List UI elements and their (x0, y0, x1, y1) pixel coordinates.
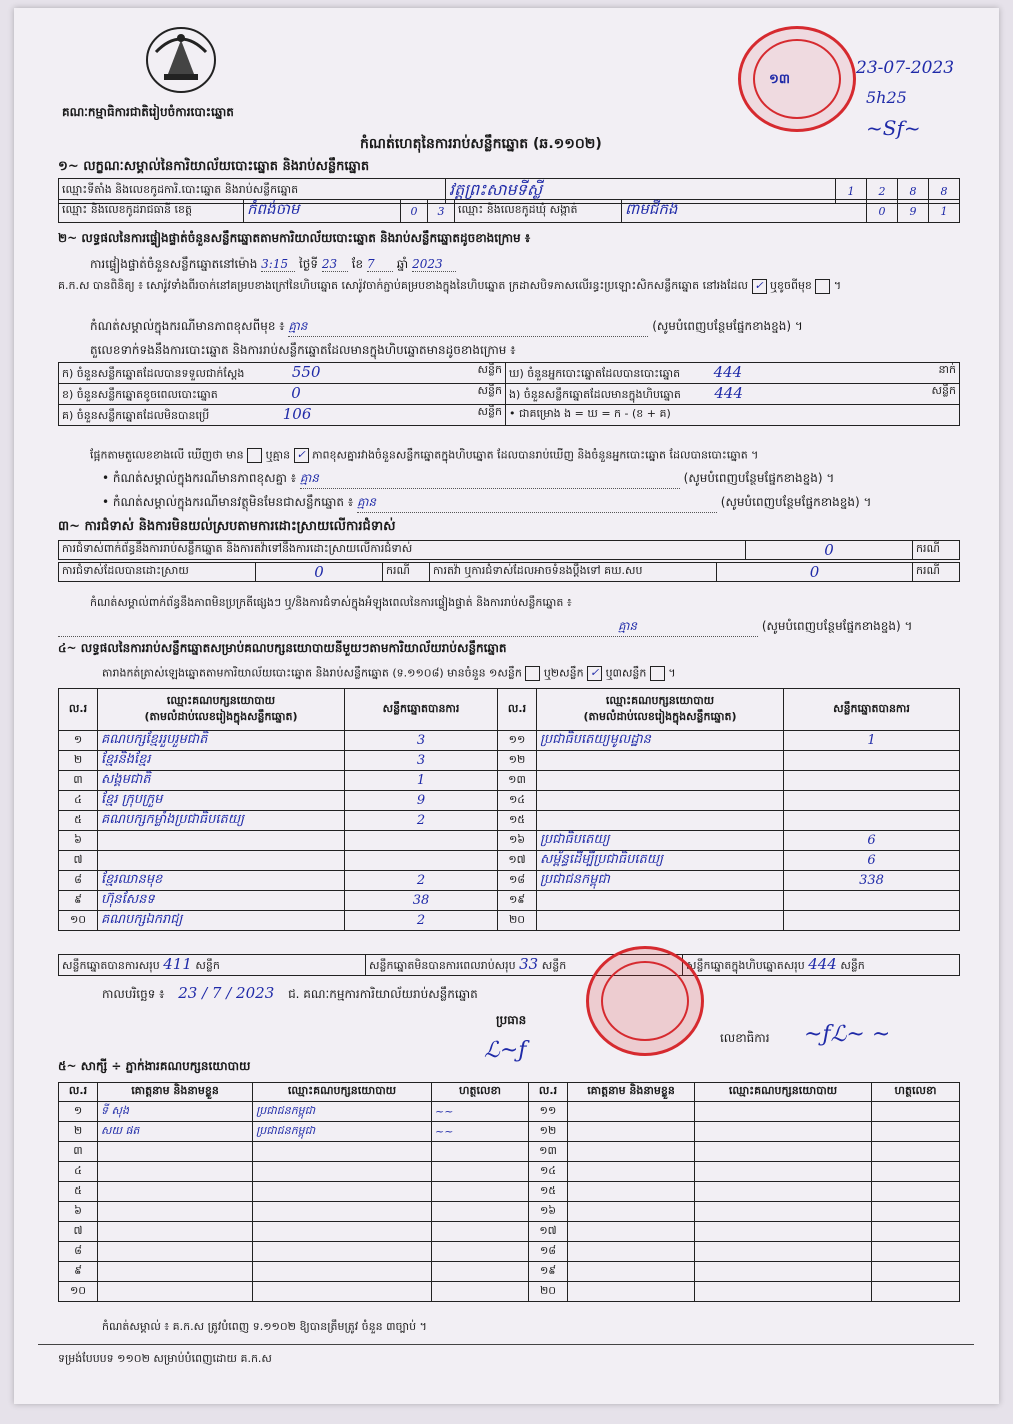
party-name (537, 911, 784, 931)
party-number: ៣ (59, 771, 98, 791)
objection-table-row2: ការជំទាស់ដែលបានដោះស្រាយ 0 ករណី ការតវ៉ា ឬការជំទាស់ដែលអាចទំនងប្តឹងទៅ គឃ.សប 0 ករណី (58, 562, 960, 582)
section1-table: ឈ្មោះទីតាំង និងលេខកូដការិ.បោះឆ្នោត និងរាប់សន្លឹកឆ្នោត វត្តព្រះសាមទីស្លី 1 2 8 8 (58, 178, 960, 204)
footer-divider (38, 1344, 974, 1345)
province-value: កំពង់ចាម (244, 200, 401, 223)
witness-number: ១១ (529, 1102, 568, 1122)
party-votes: 2 (345, 871, 498, 891)
party-number: ២០ (498, 911, 537, 931)
party-name (537, 751, 784, 771)
secretary-label: លេខាធិការ (720, 1031, 770, 1045)
party-name: ខ្មែរ ក្រុបក្រួម (98, 791, 345, 811)
witness-signature (872, 1282, 960, 1302)
party-votes: 6 (784, 851, 960, 871)
compare-line: ផ្អែកតាមតួលេខខាងលើ ឃើញថា មាន ឬគ្មាន ✓ ភាពខុសគ្នារវាងចំនួនសន្លឹកឆ្នោតក្នុងហិបឆ្នោត ដែលបានរាប់ឃើញ និងចំនួនអ្នកបោះឆ្នោត ដែលបានបោះឆ្នោត ។ (90, 448, 759, 462)
witness-party (253, 1282, 432, 1302)
witness-name (568, 1122, 695, 1142)
witness-party: ប្រជាជនកម្ពុជា (253, 1122, 432, 1142)
received-count: 550 (291, 363, 321, 381)
party-votes: 2 (345, 811, 498, 831)
witness-number: ១៤ (529, 1162, 568, 1182)
section3-note-line: គ្មាន (សូមបំពេញបន្ថែមផ្នែកខាងខ្នង) ។ (58, 618, 968, 637)
party-votes (784, 771, 960, 791)
party-number: ៦ (59, 831, 98, 851)
counts-table: ក) ចំនួនសន្លឹកឆ្នោតដែលបានទទួលជាក់ស្តែង 550 សន្លឹក ឃ) ចំនួនអ្នកបោះឆ្នោតដែលបានបោះឆ្នោត 444 នាក់ ខ) ចំនួនសន្លឹកឆ្នោតខូចពេលបោះឆ្នោត 0 សន្លឹក ង) ចំនួនសន្លឹកឆ្នោតដែលមានក្នុងហិបឆ្នោត 444 សន្លឹក គ) ចំនួនសន្លឹកឆ្នោតដែលមិនបានប្រើ 106 សន្លឹក • ជាគម្រោង ង = ឃ = ក - (ខ + គ) (58, 362, 960, 426)
section3-heading: ៣~ ការជំទាស់ និងការមិនយល់ស្របតាមការដោះស្រាយលើការជំទាស់ (58, 519, 396, 534)
witness-signature (872, 1102, 960, 1122)
form-id: ទម្រង់បែបបទ ១១០២ សម្រាប់បំពេញដោយ គ.ក.ស (58, 1352, 272, 1365)
witness-number: ១៦ (529, 1202, 568, 1222)
table-row (59, 891, 960, 911)
table-row (59, 1282, 960, 1302)
witness-party (253, 1222, 432, 1242)
commune-value: ពាមជីកង (622, 200, 867, 223)
witness-party (253, 1242, 432, 1262)
table-row (59, 811, 960, 831)
witness-party (253, 1202, 432, 1222)
party-number: ៩ (59, 891, 98, 911)
table-row (59, 771, 960, 791)
party-number: ១៥ (498, 811, 537, 831)
witness-signature (432, 1242, 529, 1262)
table-row (59, 731, 960, 751)
party-name: ខ្មែរឈានមុខ (98, 871, 345, 891)
seal-broken-checkbox[interactable] (815, 279, 830, 294)
table-row (59, 1222, 960, 1242)
results-table: ល.រ ឈ្មោះគណបក្សនយោបាយ (តាមលំដាប់លេខរៀងក្នុងសន្លឹកឆ្នោត) សន្លឹកឆ្នោតបានការ ល.រ ឈ្មោះគណបក្សនយោបាយ (តាមលំដាប់លេខរៀងក្នុងសន្លឹកឆ្នោត) សន្លឹកឆ្នោតបានការ ១ គណបក្សខ្មែររួបរួមជាតិ 3 ១១ ប្រជាធិបតេយ្យមូលដ្ឋាន 1 ២ ខ្មែរនិងខ្មែរ 3 ១២ ៣ សង្គមជាតិ 1 ១៣ ៤ ខ្មែរ ក្រុបក្រួម 9 ១៤ ៥ គណបក្សកម្លាំងប្រជាធិបតេយ្យ 2 ១៥ ៦ ១៦ ប្រជាធិបតេយ្យ 6 ៧ ១៧ សម្ព័ន្ធដើម្បីប្រជាធិបតេយ្យ 6 ៨ ខ្មែរឈានមុខ 2 ១៨ ប្រជាជនកម្ពុជា 338 ៩ ហ៊ុនសែនទ 38 ១៩ ១០ គណបក្សឯករាជ្យ 2 ២០ (58, 688, 960, 931)
has-difference-checkbox[interactable] (247, 448, 262, 463)
sheet3-checkbox[interactable] (650, 666, 665, 681)
table-row (59, 1202, 960, 1222)
witness-number: ១ (59, 1102, 98, 1122)
party-number: ១៨ (498, 871, 537, 891)
witness-signature (872, 1262, 960, 1282)
party-name: ខ្មែរនិងខ្មែរ (98, 751, 345, 771)
witness-party (695, 1122, 872, 1142)
witness-number: ១៥ (529, 1182, 568, 1202)
witness-name (568, 1242, 695, 1262)
table-row (59, 1122, 960, 1142)
witness-name (98, 1142, 253, 1162)
sheet2-checkbox[interactable]: ✓ (587, 666, 602, 681)
party-name: គណបក្សខ្មែររួបរួមជាតិ (98, 731, 345, 751)
witness-number: ៣ (59, 1142, 98, 1162)
party-name (537, 811, 784, 831)
stamp-time: 5h25 (866, 88, 907, 107)
witness-number: ១០ (59, 1282, 98, 1302)
party-votes (345, 831, 498, 851)
section4-heading: ៤~ លទ្ធផលនៃការរាប់សន្លឹកឆ្នោតសម្រាប់គណបក្សនយោបាយនីមួយៗតាមការិយាល័យរាប់សន្លឹកឆ្នោត (58, 641, 507, 655)
party-number: ១៩ (498, 891, 537, 911)
table-row (59, 911, 960, 931)
party-number: ៥ (59, 811, 98, 831)
witness-name (98, 1162, 253, 1182)
witness-name (98, 1182, 253, 1202)
appeal-count: 0 (717, 563, 913, 582)
party-number: ១ (59, 731, 98, 751)
secretary-signature: ~ƒℒ~ ~ (804, 1022, 891, 1047)
witness-signature (872, 1182, 960, 1202)
bullet-foreign-object: • កំណត់សម្គាល់ក្នុងករណីមានវត្ថុមិនមែនជាសន្លឹកឆ្នោត ៖ គ្មាន (សូមបំពេញបន្ថែមផ្នែកខាងខ្នង) ។ (102, 494, 972, 513)
section2-note: កំណត់សម្គាល់ក្នុងករណីមានភាពខុសពីមុខ ៖ គ្មាន (សូមបំពេញបន្ថែមផ្នែកខាងខ្នង) ។ (90, 318, 970, 337)
witness-name (98, 1242, 253, 1262)
total-box: 444 (808, 955, 837, 973)
location-label: ឈ្មោះទីតាំង និងលេខកូដការិ.បោះឆ្នោត និងរាប់សន្លឹកឆ្នោត (59, 179, 446, 204)
resolved-count: 0 (256, 563, 383, 582)
party-name: ប្រជាធិបតេយ្យមូលដ្ឋាន (537, 731, 784, 751)
witness-number: ៦ (59, 1202, 98, 1222)
party-number: ១១ (498, 731, 537, 751)
party-number: ៨ (59, 871, 98, 891)
official-stamp-bottom (586, 946, 704, 1056)
witness-party (695, 1222, 872, 1242)
party-name (537, 771, 784, 791)
witness-number: ១៧ (529, 1222, 568, 1242)
party-votes: 2 (345, 911, 498, 931)
witness-name (568, 1222, 695, 1242)
table-row (59, 1142, 960, 1162)
footnote: កំណត់សម្គាល់ ៖ គ.ក.ស ត្រូវបំពេញ ទ.១១០២ ឱ្យបានត្រឹមត្រូវ ចំនួន ៣ច្បាប់ ។ (102, 1320, 427, 1333)
bullet-difference: • កំណត់សម្គាល់ក្នុងករណីមានភាពខុសគ្នា ៖ គ្មាន (សូមបំពេញបន្ថែមផ្នែកខាងខ្នង) ។ (102, 470, 972, 489)
party-number: ១៦ (498, 831, 537, 851)
witness-signature: ~~ (432, 1122, 529, 1142)
witness-signature (432, 1282, 529, 1302)
witness-party (695, 1182, 872, 1202)
party-name: សង្គមជាតិ (98, 771, 345, 791)
table-row (59, 1242, 960, 1262)
section3-note: កំណត់សម្គាល់ពាក់ព័ន្ធនឹងភាពមិនប្រក្រតីផ្សេងៗ ឬ/និងការជំទាស់ក្នុងអំឡុងពេលនៃការផ្ទៀងផ្ទាត់ និងការរាប់សន្លឹកឆ្នោត ៖ (90, 596, 572, 609)
party-number: ៧ (59, 851, 98, 871)
party-name: គណបក្សឯករាជ្យ (98, 911, 345, 931)
witness-name (98, 1222, 253, 1242)
witness-party (695, 1282, 872, 1302)
emblem-icon (142, 22, 220, 96)
witness-signature (432, 1262, 529, 1282)
witness-name (568, 1282, 695, 1302)
section5-heading: ៥~ សាក្សី ÷ ភ្នាក់ងារគណបក្សនយោបាយ (58, 1059, 251, 1073)
party-votes: 9 (345, 791, 498, 811)
voters-count: 444 (713, 363, 743, 381)
witness-signature (872, 1122, 960, 1142)
party-votes: 338 (784, 871, 960, 891)
seal-intact-checkbox[interactable]: ✓ (752, 279, 767, 294)
table-row (59, 1182, 960, 1202)
witness-party (253, 1262, 432, 1282)
witness-signature (872, 1242, 960, 1262)
witness-number: ៥ (59, 1182, 98, 1202)
witness-signature (872, 1162, 960, 1182)
box-count: 444 (714, 384, 744, 402)
witness-name (568, 1142, 695, 1162)
witness-signature (872, 1202, 960, 1222)
no-difference-checkbox[interactable]: ✓ (294, 448, 309, 463)
witness-number: ១២ (529, 1122, 568, 1142)
witness-number: ៤ (59, 1162, 98, 1182)
unused-count: 106 (282, 405, 312, 423)
total-valid: 411 (163, 955, 192, 973)
witness-signature (432, 1222, 529, 1242)
official-stamp-top: ១៣ (738, 26, 856, 132)
section2-heading: ២~ លទ្ធផលនៃការផ្ទៀងផ្ទាត់ចំនួនសន្លឹកឆ្នោតតាមការិយាល័យបោះឆ្នោត និងរាប់សន្លឹកឆ្នោតដូចខាងក្រោម ៖ (58, 231, 531, 245)
party-name (537, 791, 784, 811)
party-votes (345, 851, 498, 871)
document-page (14, 8, 999, 1404)
party-votes: 38 (345, 891, 498, 911)
table-row (59, 1262, 960, 1282)
party-votes (784, 791, 960, 811)
party-votes (784, 811, 960, 831)
section2-paragraph: ការផ្ទៀងផ្ទាត់ចំនួនសន្លឹកឆ្នោតនៅម៉ោង 3:15 ថ្ងៃទី 23 ខែ 7 ឆ្នាំ 2023 (90, 256, 970, 274)
witness-name (568, 1202, 695, 1222)
party-number: ១២ (498, 751, 537, 771)
location-value: វត្តព្រះសាមទីស្លី (446, 179, 836, 204)
table-row (59, 831, 960, 851)
table-row (59, 1102, 960, 1122)
party-number: ១៧ (498, 851, 537, 871)
witness-number: ២ (59, 1122, 98, 1142)
party-name (537, 891, 784, 911)
party-number: ២ (59, 751, 98, 771)
witness-party (695, 1262, 872, 1282)
witness-number: ១៨ (529, 1242, 568, 1262)
section2-intro: តួលេខទាក់ទងនឹងការបោះឆ្នោត និងការរាប់សន្លឹកឆ្នោតដែលមានក្នុងហិបឆ្នោតមានដូចខាងក្រោម ៖ (90, 343, 516, 357)
party-votes (784, 891, 960, 911)
witness-party (253, 1142, 432, 1162)
witness-number: ១៩ (529, 1262, 568, 1282)
party-number: ១៣ (498, 771, 537, 791)
witness-number: ៩ (59, 1262, 98, 1282)
witness-number: ២០ (529, 1282, 568, 1302)
total-invalid: 33 (519, 955, 539, 973)
chair-signature: ℒ~ƒ (484, 1038, 527, 1063)
witness-name: ទី សុង (98, 1102, 253, 1122)
table-row (59, 851, 960, 871)
witness-number: ៧ (59, 1222, 98, 1242)
witness-signature (872, 1222, 960, 1242)
party-name (98, 831, 345, 851)
witness-party (253, 1162, 432, 1182)
witness-party (695, 1202, 872, 1222)
witness-party (695, 1242, 872, 1262)
party-votes: 6 (784, 831, 960, 851)
witness-name (98, 1202, 253, 1222)
witness-party: ប្រជាជនកម្ពុជា (253, 1102, 432, 1122)
party-name: សម្ព័ន្ធដើម្បីប្រជាធិបតេយ្យ (537, 851, 784, 871)
witness-party (695, 1102, 872, 1122)
witness-name (98, 1262, 253, 1282)
org-title: គណៈកម្មាធិការជាតិរៀបចំការបោះឆ្នោត (62, 105, 234, 119)
table-row (59, 751, 960, 771)
party-name: គណបក្សកម្លាំងប្រជាធិបតេយ្យ (98, 811, 345, 831)
party-votes: 1 (784, 731, 960, 751)
witness-signature (432, 1202, 529, 1222)
witness-name (568, 1162, 695, 1182)
objection-count: 0 (746, 541, 913, 560)
party-name: ប្រជាធិបតេយ្យ (537, 831, 784, 851)
spoiled-count: 0 (291, 384, 301, 402)
table-row (59, 1162, 960, 1182)
witness-signature (432, 1142, 529, 1162)
sheet1-checkbox[interactable] (525, 666, 540, 681)
section1-heading: ១~ លក្ខណៈសម្គាល់នៃការិយាល័យបោះឆ្នោត និងរាប់សន្លឹកឆ្នោត (58, 159, 370, 174)
witness-table: ល.រ គោត្តនាម និងនាមខ្លួន ឈ្មោះគណបក្សនយោបាយ ហត្ថលេខា ល.រ គោត្តនាម និងនាមខ្លួន ឈ្មោះគណបក្សនយោបាយ ហត្ថលេខា ១ ទី សុង ប្រជាជនកម្ពុជា ~~ ១១ ២ សយ ផត ប្រជាជនកម្ពុជា ~~ ១២ ៣ ១៣ ៤ ១៤ ៥ ១៥ ៦ ១៦ ៧ ១៧ ៨ ១៨ ៩ ១៩ ១០ ២០ (58, 1082, 960, 1302)
table-row (59, 871, 960, 891)
witness-party (253, 1182, 432, 1202)
party-name: ហ៊ុនសែនទ (98, 891, 345, 911)
party-number: ១៤ (498, 791, 537, 811)
witness-name (98, 1282, 253, 1302)
witness-name: សយ ផត (98, 1122, 253, 1142)
witness-name (568, 1182, 695, 1202)
party-votes: 1 (345, 771, 498, 791)
party-number: ១០ (59, 911, 98, 931)
witness-party (695, 1142, 872, 1162)
witness-signature: ~~ (432, 1102, 529, 1122)
stamp-date: 23-07-2023 (856, 58, 955, 78)
witness-party (695, 1162, 872, 1182)
witness-name (568, 1102, 695, 1122)
party-votes (784, 911, 960, 931)
objection-table: ការជំទាស់ពាក់ព័ន្ធនឹងការរាប់សន្លឹកឆ្នោត និងការតវ៉ាទៅនឹងការដោះស្រាយលើការជំទាស់ 0 ករណី (58, 540, 960, 560)
party-votes: 3 (345, 731, 498, 751)
form-title: កំណត់ហេតុនៃការរាប់សន្លឹកឆ្នោត (ឆ.១១០២) (360, 136, 602, 152)
witness-signature (432, 1182, 529, 1202)
date-line: កាលបរិច្ឆេទ ៖ 23 / 7 / 2023 ជ. គណៈកម្មការការិយាល័យរាប់សន្លឹកឆ្នោត (102, 984, 478, 1002)
witness-signature (432, 1162, 529, 1182)
party-name: ប្រជាជនកម្ពុជា (537, 871, 784, 891)
witness-number: ៨ (59, 1242, 98, 1262)
section2-paragraph-rest: គ.ក.ស បានពិនិត្យ ៖ សោរ៉ូវទាំងពីរចាក់នៅគម្របខាងក្រៅនៃហិបឆ្នោត សោរ៉ូវចាក់ភ្ជាប់គម្របខាងក្នុងនៃហិបឆ្នោត ក្រដាសបិទភាសលើរន្ធះប្រឡោះសិកសន្លឹកឆ្នោត នៅរងដែល ✓ ឬខូចពីមុខ ។ (58, 278, 842, 292)
witness-number: ១៣ (529, 1142, 568, 1162)
stamp-signature: ~Sf~ (866, 116, 921, 140)
witness-signature (872, 1142, 960, 1162)
party-votes (784, 751, 960, 771)
section4-intro: តារាងកត់ត្រាស់ឡេងឆ្នោតតាមការិយាល័យបោះឆ្នោត និងរាប់សន្លឹកឆ្នោត (ទ.១១០៨) មានចំនួន ១សន្លឹក ឬ២សន្លឹក ✓ ឬ៣សន្លឹក ។ (102, 666, 676, 680)
party-votes: 3 (345, 751, 498, 771)
party-number: ៤ (59, 791, 98, 811)
party-name (98, 851, 345, 871)
section1-table-row2: ឈ្មោះ និងលេខកូដរាជធានី ខេត្ត កំពង់ចាម 0 3 ឈ្មោះ និងលេខកូដឃុំ សង្កាត់ ពាមជីកង 0 9 1 (58, 199, 960, 223)
witness-name (568, 1262, 695, 1282)
table-row (59, 791, 960, 811)
totals-table: សន្លឹកឆ្នោតបានការសរុប 411 សន្លឹក សន្លឹកឆ្នោតមិនបានការពេលរាប់សរុប 33 សន្លឹក សន្លឹកឆ្នោតក្នុងហិបឆ្នោតសរុប 444 សន្លឹក (58, 954, 960, 976)
chair-label: ប្រធាន (496, 1013, 527, 1027)
